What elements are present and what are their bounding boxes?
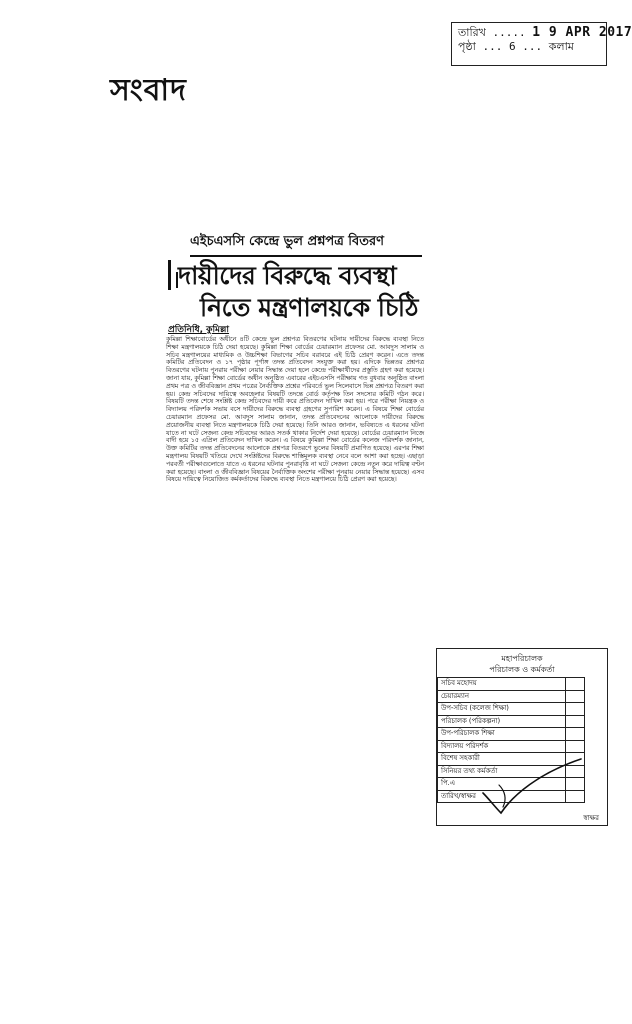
stamp-page-row: পৃষ্ঠা ... 6 ... কলাম [458, 40, 574, 53]
routing-slip-row-label: সিনিয়র তথ্য কর্মকর্তা [438, 765, 566, 778]
routing-slip-row-box [566, 703, 585, 716]
routing-slip-row-box [566, 690, 585, 703]
news-clipping [164, 222, 426, 592]
article-headline-line-1: দায়ীদের বিরুদ্ধে ব্যবস্থা [178, 261, 397, 290]
routing-slip-subtitle: পরিচালক ও কর্মকর্তা [489, 665, 555, 674]
article-headline-line-2: নিতে মন্ত্রণালয়কে চিঠি [200, 293, 418, 322]
routing-slip-row-label: বিশেষ সহকারী [438, 753, 566, 766]
routing-slip-row [438, 715, 585, 728]
handwritten-signature [455, 755, 585, 825]
routing-slip-row [438, 740, 585, 753]
stamp-date: 1 9 APR 2017 [532, 25, 632, 40]
date-stamp [451, 22, 632, 66]
routing-slip-row-label: পরিচালক (পরিকল্পনা) [438, 715, 566, 728]
routing-slip-row-box [566, 740, 585, 753]
clip-edge-mark [168, 260, 171, 290]
routing-slip-row-label: চেয়ারম্যান [438, 690, 566, 703]
stamp-date-row: তারিখ ..... 1 9 APR 2017 [458, 25, 632, 40]
routing-slip-title: মহাপরিচালক [501, 654, 543, 663]
routing-slip-row [438, 690, 585, 703]
routing-slip-row-label: তারিখ/স্বাক্ষর [438, 790, 566, 803]
article-kicker: এইচএসসি কেন্দ্রে ভুল প্রশ্নপত্র বিতরণ [190, 232, 422, 257]
routing-slip-footer: স্বাক্ষর [583, 814, 599, 822]
stamp-date-label: তারিখ [458, 26, 486, 39]
routing-slip-row-box [566, 678, 585, 691]
newspaper-name: সংবাদ [110, 73, 187, 108]
routing-slip-row-label: উপ-পরিচালক শিক্ষা [438, 728, 566, 741]
routing-slip-header [437, 649, 607, 675]
stamp-column-label: কলাম [548, 40, 574, 53]
routing-slip-row-label: উপ-সচিব (কলেজ শিক্ষা) [438, 703, 566, 716]
routing-slip-row [438, 678, 585, 691]
article-byline: প্রতিনিধি, কুমিল্লা [168, 325, 230, 335]
routing-slip-row [438, 728, 585, 741]
stamp-page-label: পৃষ্ঠা [458, 40, 476, 53]
routing-slip-row-label: সচিব মহোদয় [438, 678, 566, 691]
routing-slip-row-label: বিদ্যালয় পরিদর্শক [438, 740, 566, 753]
stamp-page: 6 [508, 40, 516, 53]
routing-slip-row-label: পি.এ [438, 778, 566, 791]
routing-slip-row-box [566, 715, 585, 728]
routing-slip-row-box [566, 728, 585, 741]
article-body: কুমিল্লা শিক্ষাবোর্ডের অধীনে ৪টি কেন্দ্রে ভুল প্রশ্নপত্র বিতরণের ঘটনায় দায়ীদের বিরুদ্ধে ব্যবস্থা নিতে শিক্ষা মন্ত্রণালয়কে চিঠি দেয়া হয়েছে। কুমিল্লা শিক্ষা বোর্ডের চেয়ারম্যান প্রফেসর মো. আবদুস সালাম ও সচিব মন্ত্রণালয়ের মাধ্যমিক ও উচ্চশিক্ষা বিভাগের সচিব বরাবরে এই চিঠি প্রেরণ করেন। এতে তদন্ত কমিটির প্রতিবেদন ও ১৭ পৃষ্ঠার পূর্ণাঙ্গ তদন্ত প্রতিবেদন সংযুক্ত করা হয়। এদিকে ভিন্নতর প্রশ্নপত্র বিতরণের ঘটনায় পুনরায় পরীক্ষা নেয়ার সিদ্ধান্ত দেয়া হলে কেন্দ্রে পরীক্ষার্থীদের প্রস্তুতি গ্রহণ করা হয়েছে। জানা যায়, কুমিল্লা শিক্ষা বোর্ডের অধীন অনুষ্ঠিত এবারের এইচএসসি পরীক্ষায় গত বুধবার অনুষ্ঠিত বাংলা প্রথম পত্র ও জীববিজ্ঞান প্রথম পত্রের নৈর্ব্যক্তিক প্রশ্নের পরিবর্তে ভুল সিলেবাসে ভিন্ন প্রশ্নপত্র বিতরণ করা হয়। কেন্দ্র সচিবদের দায়িত্বে অবহেলার বিষয়টি তদন্তে বোর্ড কর্তৃপক্ষ তিন সদস্যের কমিটি গঠন করে। বিষয়টি তদন্ত শেষে সংশ্লিষ্ট কেন্দ্র সচিবদের দায়ী করে প্রতিবেদন দাখিল করা হয়। পরে পরীক্ষা নিয়ন্ত্রক ও বিদ্যালয় পরিদর্শক সভায় বসে দায়ীদের বিরুদ্ধে ব্যবস্থা গ্রহণের সুপারিশ করেন। এ বিষয়ে শিক্ষা বোর্ডের চেয়ারম্যান প্রফেসর মো. আবদুস সালাম জানান, তদন্ত প্রতিবেদনের আলোকে দায়ীদের বিরুদ্ধে প্রয়োজনীয় ব্যবস্থা নিতে মন্ত্রণালয়কে চিঠি দেয়া হয়েছে। তিনি আরও জানান, ভবিষ্যতে এ ধরনের ঘটনা যাতে না ঘটে সেজন্য কেন্দ্র সচিবদের আরও সতর্ক থাকার নির্দেশ দেয়া হয়েছে। বোর্ডের চেয়ারম্যান নিজে বাদী হয়ে ১৫ এপ্রিল প্রতিবেদন দাখিল করেন। এ বিষয়ে কুমিল্লা শিক্ষা বোর্ডের কলেজ পরিদর্শক জানান, উক্ত কমিটির তদন্ত প্রতিবেদনের আলোকে প্রশ্নপত্র বিতরণে ভুলের বিষয়টি প্রমাণিত হয়েছে। এরপর শিক্ষা মন্ত্রণালয় বিষয়টি খতিয়ে দেখে সংশ্লিষ্টদের বিরুদ্ধে শাস্তিমূলক ব্যবস্থা নেবে বলে আশা করা হচ্ছে। এছাড়া পরবর্তী পরীক্ষাগুলোতে যাতে এ ধরনের ঘটনার পুনরাবৃত্তি না ঘটে সেজন্য কেন্দ্রে নতুন করে দায়িত্ব বণ্টন করা হয়েছে। বাংলা ও জীববিজ্ঞান বিষয়ের নৈর্ব্যক্তিক অংশের পরীক্ষা পুনরায় নেয়ার সিদ্ধান্ত হয়েছে। এসব বিষয়ে দায়িত্বে নিয়োজিত কর্মকর্তাদের বিরুদ্ধে ব্যবস্থা নিতে মন্ত্রণালয়ে চিঠি প্রেরণ করা হয়েছে। [166, 336, 424, 484]
routing-slip-row [438, 703, 585, 716]
